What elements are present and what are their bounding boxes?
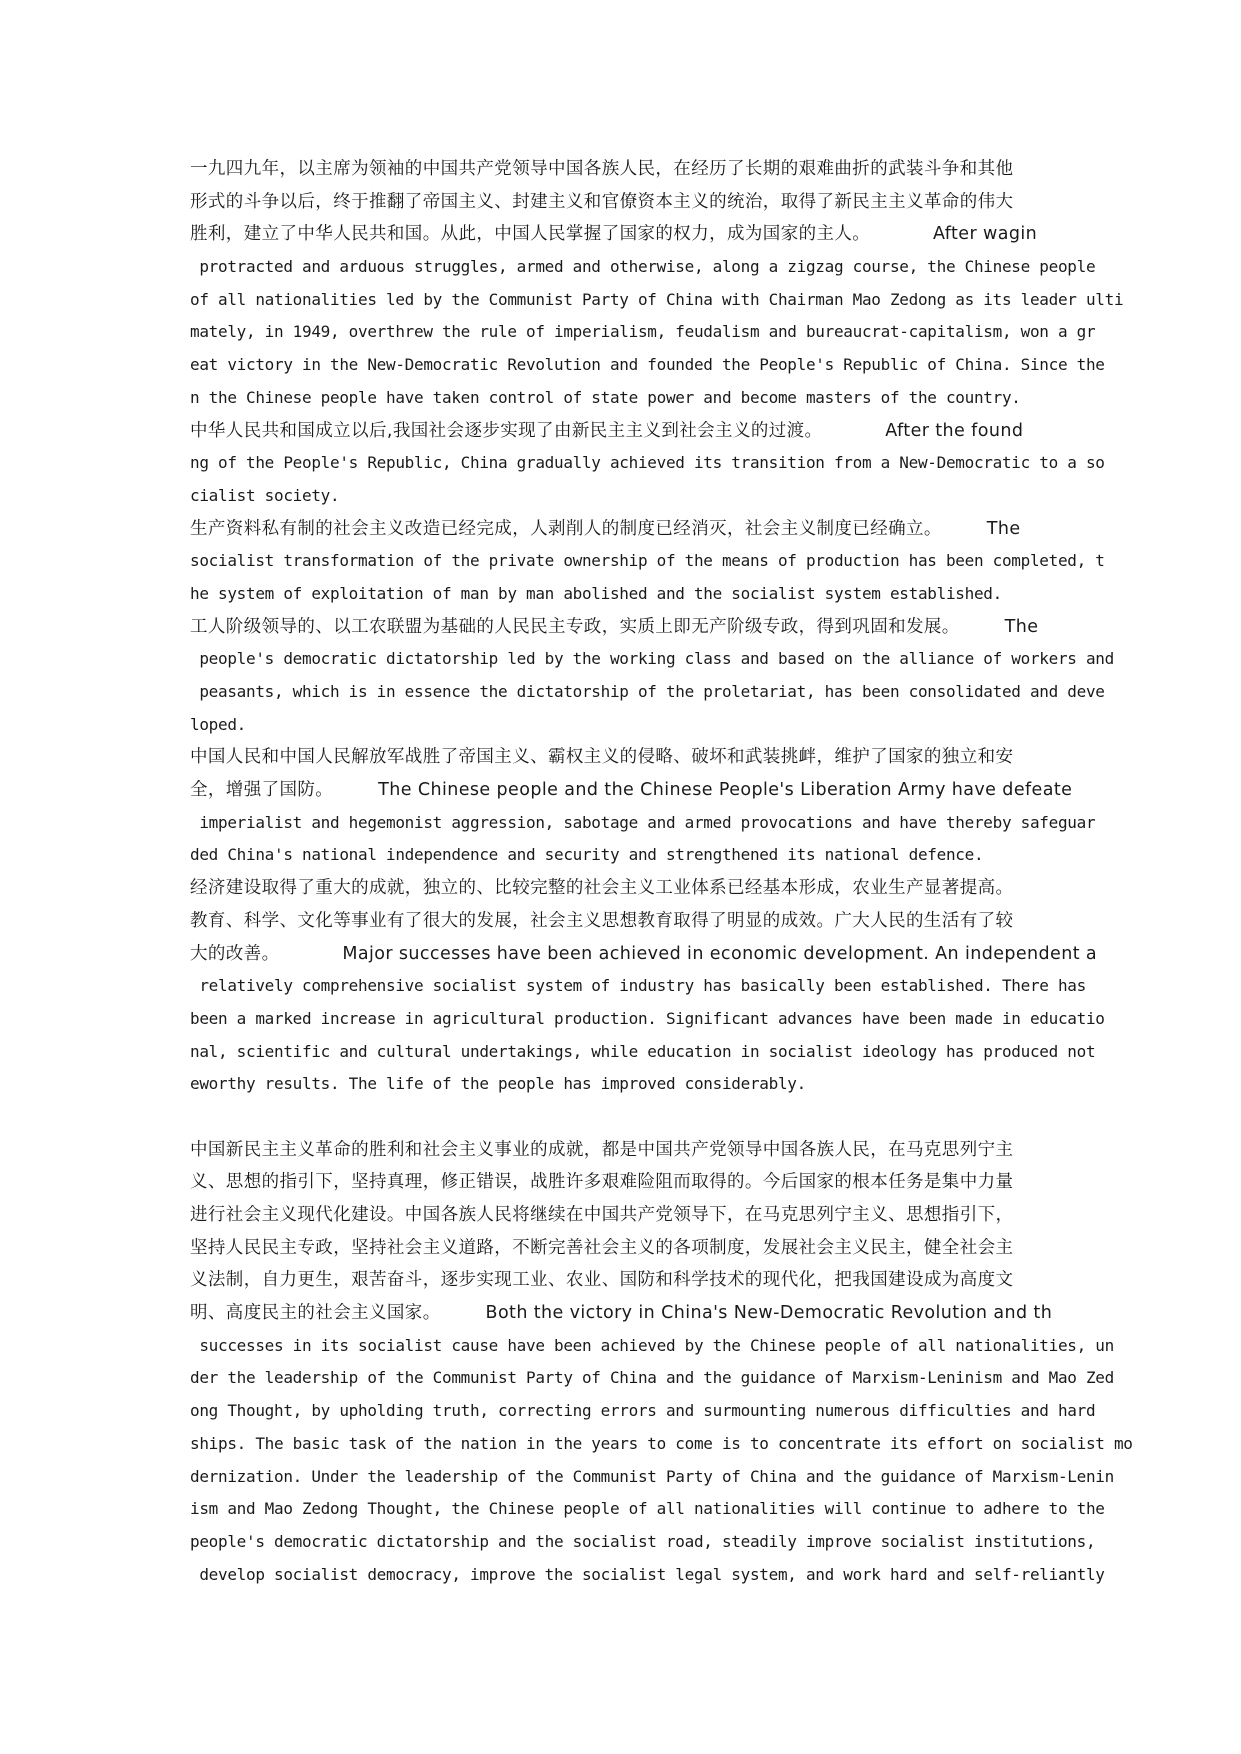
text-line: eat victory in the New-Democratic Revolution and founded the People's Republic of China. Since the <box>190 355 1105 375</box>
text-line: mately, in 1949, overthrew the rule of imperialism, feudalism and bureaucrat-capitalism, won a gr <box>190 322 1096 342</box>
text-line: 义、思想的指引下，坚持真理，修正错误，战胜许多艰难险阻而取得的。今后国家的根本任务是集中力量 <box>190 1172 1014 1193</box>
text-line: 中国新民主主义革命的胜利和社会主义事业的成就，都是中国共产党领导中国各族人民，在马克思列宁主 <box>190 1139 1014 1160</box>
text-line: peasants, which is in essence the dictatorship of the proletariat, has been consolidated and deve <box>190 682 1105 701</box>
text-line: of all nationalities led by the Communist Party of China with Chairman Mao Zedong as its leader ulti <box>190 289 1124 309</box>
text-line: 大的改善。 Major successes have been achieved in economic development. An independent a <box>190 943 1098 964</box>
text-line: socialist transformation of the private ownership of the means of production has been completed, t <box>190 551 1105 571</box>
text-line: protracted and arduous struggles, armed and otherwise, along a zigzag course, the Chinese people <box>190 257 1096 277</box>
text-line: 明、高度民主的社会主义国家。 Both the victory in China's New-Democratic Revolution and th <box>190 1303 1053 1324</box>
text-line: people's democratic dictatorship led by the working class and based on the alliance of workers and <box>190 649 1114 669</box>
text-line: 生产资料私有制的社会主义改造已经完成，人剥削人的制度已经消灭，社会主义制度已经确立。 The <box>190 518 1021 539</box>
text-line: ng of the People's Republic, China gradually achieved its transition from a New-Democratic to a so <box>190 453 1105 473</box>
text-line: loped. <box>190 714 246 734</box>
text-line: 坚持人民民主专政，坚持社会主义道路，不断完善社会主义的各项制度，发展社会主义民主，健全社会主 <box>190 1237 1014 1258</box>
text-line: eworthy results. The life of the people has improved considerably. <box>190 1074 806 1094</box>
text-line: 一九四九年，以主席为领袖的中国共产党领导中国各族人民，在经历了长期的艰难曲折的武装斗争和其他 <box>190 159 1014 179</box>
document-body <box>190 153 1133 1584</box>
text-line: 经济建设取得了重大的成就，独立的、比较完整的社会主义工业体系已经基本形成，农业生产显著提高。 <box>190 878 1014 899</box>
text-line: imperialist and hegemonist aggression, sabotage and armed provocations and have thereby safeguar <box>190 812 1096 832</box>
text-line: 全，增强了国防。 The Chinese people and the Chinese People's Liberation Army have defeate <box>190 780 1073 801</box>
text-line: 教育、科学、文化等事业有了很大的发展，社会主义思想教育取得了明显的成效。广大人民的生活有了较 <box>190 910 1014 931</box>
text-line: der the leadership of the Communist Party of China and the guidance of Marxism-Leninism and Mao Zed <box>190 1368 1114 1388</box>
text-line: ded China's national independence and security and strengthened its national defence. <box>190 845 984 865</box>
text-line: relatively comprehensive socialist system of industry has basically been established. There has <box>190 976 1086 996</box>
text-line: successes in its socialist cause have been achieved by the Chinese people of all nationalities, un <box>190 1335 1114 1355</box>
text-line: n the Chinese people have taken control of state power and become masters of the country. <box>190 387 1021 407</box>
text-line: he system of exploitation of man by man abolished and the socialist system established. <box>190 583 1002 603</box>
text-line: ism and Mao Zedong Thought, the Chinese people of all nationalities will continue to adhere to the <box>190 1499 1105 1519</box>
text-line: 工人阶级领导的、以工农联盟为基础的人民民主专政，实质上即无产阶级专政，得到巩固和发展。 The <box>190 616 1039 637</box>
text-line: nal, scientific and cultural undertakings, while education in socialist ideology has produced not <box>190 1041 1096 1061</box>
text-line: 胜利，建立了中华人民共和国。从此，中国人民掌握了国家的权力，成为国家的主人。 After wagin <box>190 224 1038 245</box>
text-line: ships. The basic task of the nation in the years to come is to concentrate its effort on socialist mo <box>190 1433 1133 1453</box>
text-line: ong Thought, by upholding truth, correcting errors and surmounting numerous difficulties and hard <box>190 1401 1096 1421</box>
text-line: dernization. Under the leadership of the Communist Party of China and the guidance of Marxism-Lenin <box>190 1466 1114 1486</box>
paragraph-spacer <box>190 1101 1059 1134</box>
text-line: 中国人民和中国人民解放军战胜了帝国主义、霸权主义的侵略、破坏和武装挑衅，维护了国家的独立和安 <box>190 747 1014 768</box>
text-line: 义法制，自力更生，艰苦奋斗，逐步实现工业、农业、国防和科学技术的现代化，把我国建设成为高度文 <box>190 1270 1014 1291</box>
text-line: develop socialist democracy, improve the socialist legal system, and work hard and self-reliantly <box>190 1564 1105 1584</box>
text-line: people's democratic dictatorship and the socialist road, steadily improve socialist institutions, <box>190 1531 1096 1551</box>
text-line: been a marked increase in agricultural production. Significant advances have been made in educatio <box>190 1008 1105 1028</box>
text-line: cialist society. <box>190 485 340 505</box>
text-line: 中华人民共和国成立以后,我国社会逐步实现了由新民主主义到社会主义的过渡。 After the found <box>190 420 1024 441</box>
text-line: 进行社会主义现代化建设。中国各族人民将继续在中国共产党领导下，在马克思列宁主义、思想指引下， <box>190 1205 1014 1225</box>
text-line: 形式的斗争以后，终于推翻了帝国主义、封建主义和官僚资本主义的统治，取得了新民主主义革命的伟大 <box>190 191 1014 212</box>
